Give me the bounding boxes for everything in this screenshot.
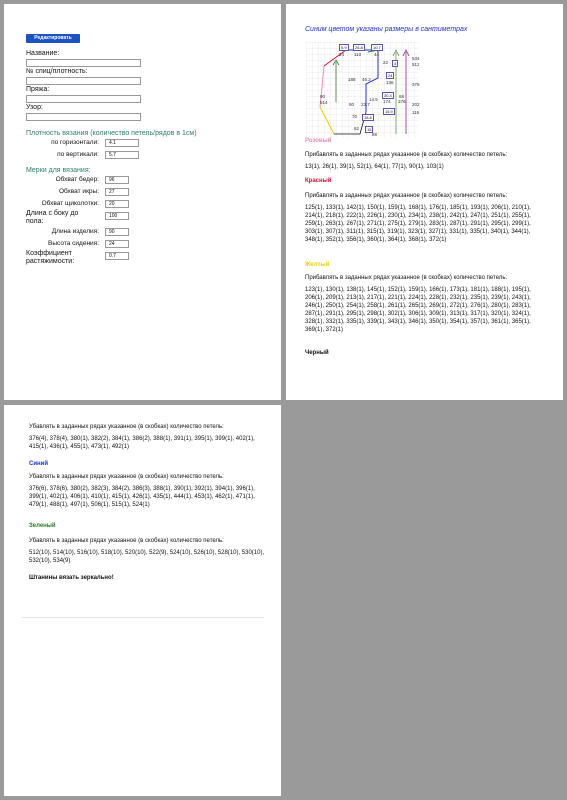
page-3 (4, 405, 281, 796)
mirror-note: Штанины вязать зеркально! (29, 575, 114, 581)
diagram-label: 376 (398, 99, 406, 104)
side-length-input[interactable]: 100 (105, 212, 129, 220)
gauge-title: Плотность вязания (количество петель/рядов в 1см) (26, 130, 197, 137)
diagram-label: 5.9 (341, 45, 347, 50)
green-intro: Убавлять в заданных рядах указанное (в скобках) количество петель: (29, 538, 224, 544)
diagram-label: 45.2 (362, 77, 371, 82)
diagram-label: 23.7 (361, 102, 370, 107)
diagram-label: 534 (412, 56, 420, 61)
diagram-label: 202 (412, 102, 420, 107)
diagram-label: 15 (367, 127, 372, 132)
red-heading: Красный (305, 178, 332, 184)
length-input[interactable]: 90 (105, 228, 129, 236)
length-label: Длина изделия: (51, 228, 99, 235)
diagram-label: 512 (412, 62, 420, 67)
diagram-label: 174 (383, 99, 391, 104)
edit-button[interactable]: Редактировать (26, 34, 80, 43)
ankle-label: Обхват щиколотки: (41, 200, 99, 207)
hip-label: Обхват бедер: (55, 176, 99, 183)
black-heading: Черный (305, 350, 329, 356)
yellow-intro: Прибавлять в заданных рядах указанное (в скобках) количество петель: (305, 275, 508, 281)
coef-label-2: растяжимости: (26, 258, 75, 265)
diagram-label: 62 (354, 126, 360, 131)
diagram-label: 80 (349, 102, 355, 107)
diagram-label: 15.9 (385, 109, 393, 114)
diagram-label: 188 (348, 77, 356, 82)
pink-intro: Прибавлять в заданных рядах указанное (в скобках) количество петель: (305, 152, 508, 158)
diagram-label: 4 (394, 61, 397, 66)
pattern-label: Узор: (26, 104, 43, 111)
gauge-horizontal-label: по горизонтали: (51, 139, 99, 146)
side-length-label-2: пола: (26, 218, 44, 225)
diagram-label: 136 (386, 80, 394, 85)
ankle-input[interactable]: 20 (105, 200, 129, 208)
yellow-heading: Желтый (305, 262, 330, 268)
pattern-input[interactable] (26, 113, 141, 121)
diagram-label: 24 (339, 52, 345, 57)
hip-input[interactable]: 96 (105, 176, 129, 184)
red-rows: 125(1), 133(1), 142(1), 150(1), 159(1), 168(1), 176(1), 185(1), 193(1), 206(1), 210(1), 214(1), 218(1), 222(1), 226(1), 230(1), 234(1), 238(1), 242(1), 247(1), 251(1), 255(1), 259(1), 263(1), 267(1), 271(1), 275(1), 279(1), 283(1), 287(1), 291(1), 295(1), 299(1), 303(1), 307(1), 311(1), 315(1), 319(1), 323(1), 327(1), 331(1), 335(1), 340(1), 344(1), 348(1), 352(1), 356(1), 360(1), 364(1), 368(1), 372(1) (305, 205, 531, 243)
diagram-label: 514 (320, 100, 328, 105)
gauge-vertical-input[interactable]: 5.7 (105, 151, 139, 159)
diagram-label: 68 (399, 94, 405, 99)
divider (22, 617, 264, 618)
coef-label-1: Коэффициент (26, 250, 72, 257)
black-rows: 376(4), 378(4), 380(1), 382(2), 384(1), 386(2), 388(1), 391(1), 395(1), 399(1), 402(1), 415(1), 436(1), 455(1), 473(1), 492(1) (29, 436, 255, 450)
gauge-vertical-label: по вертикали: (57, 151, 99, 158)
needle-label: № спиц/плотность: (26, 68, 88, 75)
name-input[interactable] (26, 59, 141, 67)
diagram-label: 116 (412, 110, 420, 115)
diagram-label: 22 (383, 60, 389, 65)
yellow-rows: 123(1), 130(1), 138(1), 145(1), 152(1), 159(1), 166(1), 173(1), 181(1), 188(1), 195(1), 206(1), 209(1), 213(1), 217(1), 221(1), 224(1), 228(1), 232(1), 235(1), 239(1), 243(1), 246(1), 250(1), 254(1), 258(1), 261(1), 265(1), 269(1), 272(1), 276(1), 280(1), 283(1), 287(1), 291(1), 295(1), 298(1), 302(1), 306(1), 309(1), 313(1), 317(1), 320(1), 324(1), 328(1), 332(1), 335(1), 339(1), 343(1), 346(1), 350(1), 354(1), 357(1), 361(1), 365(1), 369(1), 372(1) (305, 287, 531, 333)
green-rows: 512(10), 514(10), 516(10), 518(10), 520(10), 522(9), 524(10), 526(10), 528(10), 530(10), 532(10), 534(9) (29, 550, 265, 564)
diagram-label: 10.7 (373, 45, 381, 50)
seat-input[interactable]: 24 (105, 240, 129, 248)
side-length-label-1: Длина с боку до (26, 210, 79, 217)
diagram-label: 18.6 (364, 115, 372, 120)
page-1 (4, 4, 281, 400)
coef-input[interactable]: 0.7 (105, 252, 129, 260)
diagram-label: 14.5 (369, 97, 378, 102)
gauge-horizontal-input[interactable]: 4.1 (105, 139, 139, 147)
pattern-diagram (306, 42, 418, 138)
diagram-label: 70 (352, 114, 358, 119)
diagram-label: 110 (354, 52, 362, 57)
black-intro: Убавлять в заданных рядах указанное (в скобках) количество петель: (29, 424, 224, 430)
diagram-label: 24 (388, 73, 393, 78)
blue-intro: Убавлять в заданных рядах указанное (в скобках) количество петель: (29, 474, 224, 480)
yarn-label: Пряжа: (26, 86, 50, 93)
needle-input[interactable] (26, 77, 141, 85)
pink-rows: 13(1), 26(1), 39(1), 52(1), 64(1), 77(1), 90(1), 103(1) (305, 164, 444, 170)
pink-heading: Розовый (305, 138, 332, 144)
pattern-grid-svg (306, 42, 418, 138)
diagram-label: 88 (372, 132, 378, 137)
measures-title: Мерки для вязания: (26, 167, 91, 174)
calf-label: Обхват икры: (58, 188, 99, 195)
blue-heading: Синий (29, 461, 49, 467)
diagram-label: 44 (374, 52, 380, 57)
diagram-title: Синим цветом указаны размеры в сантиметрах (305, 26, 468, 33)
blue-rows: 376(6), 378(6), 380(2), 382(3), 384(2), 386(3), 388(1), 390(1), 392(1), 394(1), 396(1), 399(1), 402(1), 406(1), 410(1), 415(1), 426(1), 435(1), 444(1), 453(1), 462(1), 471(1), 479(1), 488(1), 497(1), 506(1), 515(1), 524(1) (29, 486, 255, 508)
red-intro: Прибавлять в заданных рядах указанное (в скобках) количество петель: (305, 193, 508, 199)
diagram-label: 376 (412, 82, 420, 87)
seat-label: Высота сидения: (48, 240, 99, 247)
page-2 (286, 4, 563, 400)
diagram-label: 30.4 (384, 93, 392, 98)
green-heading: Зеленый (29, 523, 56, 529)
name-label: Название: (26, 50, 60, 57)
diagram-label: 26.8 (355, 45, 363, 50)
yarn-input[interactable] (26, 95, 141, 103)
diagram-label: 90 (320, 94, 326, 99)
calf-input[interactable]: 27 (105, 188, 129, 196)
